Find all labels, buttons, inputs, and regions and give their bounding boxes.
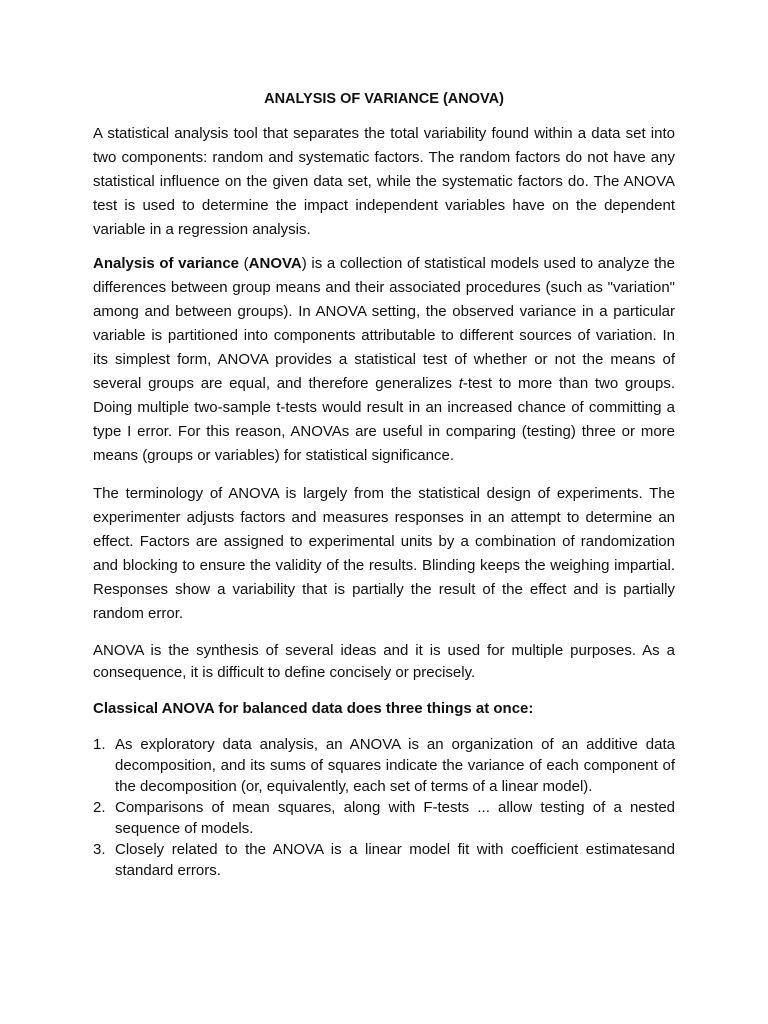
- list-item: [93, 839, 675, 881]
- list-item-number: 1.: [93, 736, 106, 753]
- list-item: [93, 797, 675, 839]
- definition-term: Analysis of variance: [93, 255, 240, 272]
- intro-paragraph: A statistical analysis tool that separates the total variability found within a data set into two components: random and systematic factors. The random factors do not have any statistical influence on the given data set, while the systematic factors do. The ANOVA test is used to determine the impact independent variables have on the dependent variable in a regression analysis.: [93, 125, 675, 238]
- list-item-number: 2.: [93, 799, 106, 816]
- definition-abbr: ANOVA: [248, 255, 302, 272]
- definition-paragraph: [93, 252, 675, 468]
- document-title: ANALYSIS OF VARIANCE (ANOVA): [264, 91, 504, 107]
- definition-text-a: ) is a collection of statistical models used to analyze the differences between group means and their associated procedures (such as "variation" among and between groups). In ANOVA setting, the observed variance in a particular variable is partitioned into components attributable to different sources of variation. In its simplest form, ANOVA provides a statistical test of whether or not the means of several groups are equal, and therefore generalizes: [93, 255, 675, 392]
- document-page: [93, 88, 675, 881]
- list-item-text: Closely related to the ANOVA is a linear model fit with coefficient estimatesand standard errors.: [115, 841, 675, 879]
- list-item-text: As exploratory data analysis, an ANOVA is an organization of an additive data decomposition, and its sums of squares indicate the variance of each component of the decomposition (or, equivalently, each set of terms of a linear model).: [115, 736, 675, 795]
- classical-heading: Classical ANOVA for balanced data does three things at once:: [93, 700, 534, 717]
- definition-text-b: -test to more than two groups. Doing multiple two-sample t-tests would result in an increased chance of committing a type I error. For this reason, ANOVAs are useful in comparing (testing) three or more means (groups or variables) for statistical significance.: [93, 375, 676, 464]
- list-item: [93, 734, 675, 797]
- terminology-paragraph: The terminology of ANOVA is largely from the statistical design of experiments. The experimenter adjusts factors and measures responses in an attempt to determine an effect. Factors are assigned to experimental units by a combination of randomization and blocking to ensure the validity of the results. Blinding keeps the weighing impartial. Responses show a variability that is partially the result of the effect and is partially random error.: [93, 485, 675, 622]
- points-list: [93, 734, 675, 881]
- list-item-text: Comparisons of mean squares, along with F-tests ... allow testing of a nested sequence of models.: [115, 799, 675, 837]
- definition-t-italic: t: [458, 375, 463, 392]
- definition-paren-open: (: [239, 255, 249, 272]
- synthesis-paragraph: ANOVA is the synthesis of several ideas and it is used for multiple purposes. As a consequence, it is difficult to define concisely or precisely.: [93, 642, 675, 681]
- list-item-number: 3.: [93, 841, 106, 858]
